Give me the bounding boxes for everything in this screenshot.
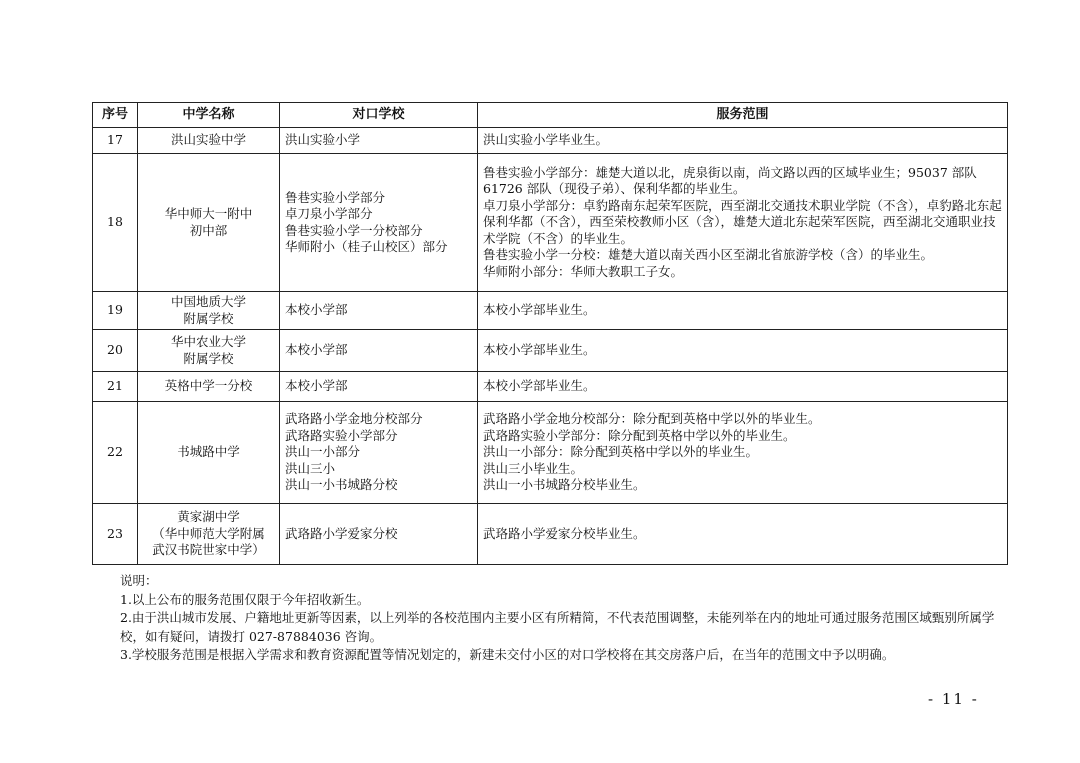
service-scope-cell [478,402,1008,504]
service-scope-cell [478,330,1008,372]
service-scope-text: 洪山一小书城路分校毕业生。 [483,477,646,493]
middle-school-name: 中国地质大学 [170,294,246,309]
matched-school-name: 鲁巷实验小学一分校部分 [285,222,423,238]
matched-school-name: 洪山一小书城路分校 [285,477,398,493]
note-item: 1.以上公布的服务范围仅限于今年招收新生。 [120,591,370,607]
row-number: 23 [93,504,138,565]
row-number: 21 [93,372,138,402]
matched-school-name: 华师附小（桂子山校区）部分 [285,239,448,254]
matched-school-cell [280,330,478,372]
header-matched-school: 对口学校 [280,103,478,128]
middle-school-name: 洪山实验中学 [170,132,246,148]
middle-school-name: 华中师大一附中 [164,206,253,221]
service-scope-text: 华师附小部分：华师大教职工子女。 [483,263,684,279]
service-scope-cell [478,292,1008,330]
matched-school-name: 洪山三小 [285,460,336,476]
table-row [93,504,1008,565]
table-row [93,128,1008,154]
service-area-table-container [92,102,1007,565]
header-middle-school: 中学名称 [138,103,280,128]
matched-school-name: 武珞路小学爱家分校 [285,525,398,541]
service-scope-text: 武珞路小学金地分校部分：除分配到英格中学以外的毕业生。 [483,411,821,427]
table-row [93,292,1008,330]
service-scope-text: 本校小学部毕业生。 [483,342,596,358]
service-scope-text: 本校小学部毕业生。 [483,378,596,394]
middle-school-name: 武汉书院世家中学） [152,542,265,558]
matched-school-cell [280,402,478,504]
middle-school-name: 初中部 [189,222,228,238]
service-scope-text: 洪山三小毕业生。 [483,460,584,476]
service-scope-text: 洪山实验小学毕业生。 [483,132,609,148]
matched-school-name: 本校小学部 [285,342,348,358]
service-scope-text: 卓刀泉小学部分：卓豹路南东起荣军医院，西至湖北交通技术职业学院（不含），卓豹路北东起保利华都（不含），西至荣校教师小区（含），雄楚大道北东起荣军医院，西至湖北交通职业技术学院（不含）的毕业生。 [483,197,1002,246]
matched-school-cell [280,154,478,292]
note-item: 2.由于洪山城市发展、户籍地址更新等因素，以上列举的各校范围内主要小区有所精简，不代表范围调整，未能列举在内的地址可通过服务范围区域甄别所属学校，如有疑问，请拨打 027-87884036 咨询。 [120,610,995,644]
table-row [93,372,1008,402]
matched-school-cell [280,292,478,330]
notes-title: 说明： [120,573,158,588]
row-number: 17 [93,128,138,154]
middle-school-name: 书城路中学 [177,444,240,460]
service-scope-text: 武珞路实验小学部分：除分配到英格中学以外的毕业生。 [483,427,796,443]
row-number: 22 [93,402,138,504]
table-header-row [93,103,1008,128]
service-scope-text: 武珞路小学爱家分校毕业生。 [483,525,646,541]
middle-school-name: 黄家湖中学 [177,509,240,525]
header-number: 序号 [93,103,138,128]
table-row [93,402,1008,504]
middle-school-cell [138,402,280,504]
service-scope-cell [478,154,1008,292]
service-scope-text: 鲁巷实验小学部分：雄楚大道以北，虎泉街以南，尚文路以西的区域毕业生；95037 部队 61726 部队（现役子弟）、保利华都的毕业生。 [483,164,977,197]
service-scope-text: 本校小学部毕业生。 [483,302,596,318]
notes-section [120,572,1000,665]
matched-school-cell [280,372,478,402]
middle-school-cell [138,292,280,330]
row-number: 18 [93,154,138,292]
table-row [93,330,1008,372]
matched-school-cell [280,504,478,565]
service-area-table [92,102,1008,565]
matched-school-name: 洪山实验小学 [285,132,361,148]
middle-school-name: （华中师范大学附属 [152,525,265,541]
matched-school-name: 卓刀泉小学部分 [285,206,373,221]
matched-school-name: 洪山一小部分 [285,444,361,460]
middle-school-cell [138,128,280,154]
service-scope-cell [478,128,1008,154]
service-scope-text: 洪山一小部分：除分配到英格中学以外的毕业生。 [483,444,759,460]
middle-school-cell [138,330,280,372]
row-number: 19 [93,292,138,330]
service-scope-text: 鲁巷实验小学一分校：雄楚大道以南关西小区至湖北省旅游学校（含）的毕业生。 [483,247,934,263]
page-number: - 11 - [928,690,979,708]
middle-school-name: 英格中学一分校 [164,378,253,394]
middle-school-name: 附属学校 [183,350,234,366]
matched-school-name: 鲁巷实验小学部分 [285,189,386,205]
service-scope-cell [478,504,1008,565]
middle-school-name: 附属学校 [183,310,234,326]
matched-school-name: 本校小学部 [285,302,348,318]
header-service-scope: 服务范围 [478,103,1008,128]
matched-school-name: 武珞路实验小学部分 [285,427,398,443]
table-row [93,154,1008,292]
note-item: 3.学校服务范围是根据入学需求和教育资源配置等情况划定的，新建未交付小区的对口学校将在其交房落户后，在当年的范围文中予以明确。 [120,647,895,662]
middle-school-cell [138,154,280,292]
matched-school-cell [280,128,478,154]
row-number: 20 [93,330,138,372]
middle-school-name: 华中农业大学 [170,334,246,349]
matched-school-name: 本校小学部 [285,378,348,394]
middle-school-cell [138,372,280,402]
matched-school-name: 武珞路小学金地分校部分 [285,411,423,427]
service-scope-cell [478,372,1008,402]
middle-school-cell [138,504,280,565]
